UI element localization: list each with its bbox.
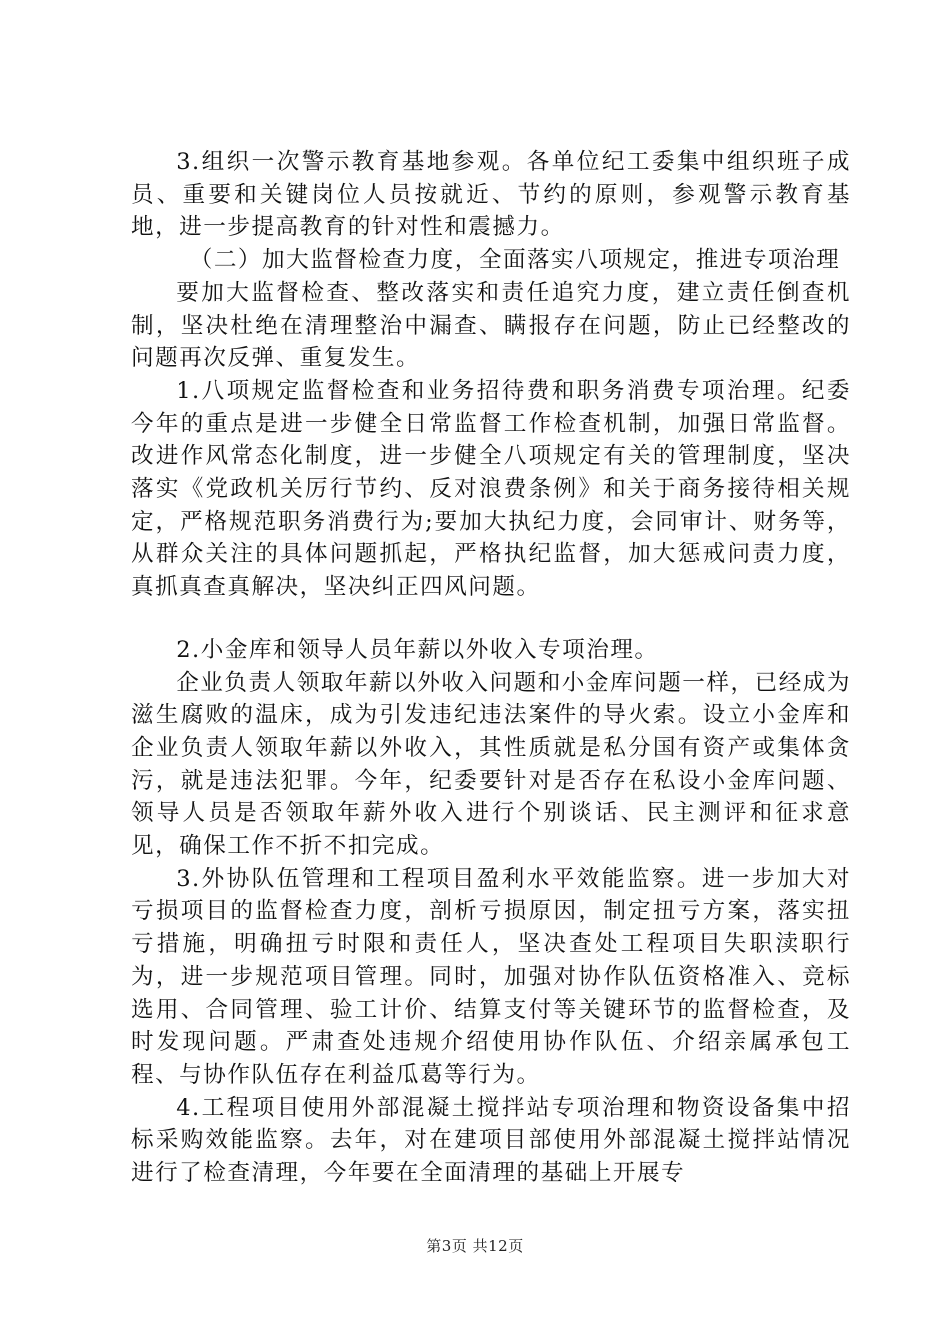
paragraph-contractor-management: 3.外协队伍管理和工程项目盈利水平效能监察。进一步加大对亏损项目的监督检查力度，剖析亏损原因，制定扭亏方案，落实扭亏措施，明确扭亏时限和责任人，坚决查处工程项目失职渎职行为，进一步规范项目管理。同时，加强对协作队伍资格准入、竞标选用、合同管理、验工计价、结算支付等关键环节的监督检查，及时发现问题。严肃查处违规介绍使用协作队伍、介绍亲属承包工程、与协作队伍存在利益瓜葛等行为。	[131, 865, 851, 1088]
paragraph-slush-fund-body: 企业负责人领取年薪以外收入问题和小金库问题一样，已经成为滋生腐败的温床，成为引发违纪违法案件的导火索。设立小金库和企业负责人领取年薪以外收入，其性质就是私分国有资产或集体贪污，就是违法犯罪。今年，纪委要针对是否存在私设小金库问题、领导人员是否领取年薪外收入进行个别谈话、民主测评和征求意见，确保工作不折不扣完成。	[131, 669, 851, 860]
paragraph-slush-fund-title: 2.小金库和领导人员年薪以外收入专项治理。	[176, 636, 659, 663]
page-number-footer: 第3页 共12页	[426, 1237, 524, 1255]
document-body	[131, 146, 851, 1190]
paragraph-gap	[131, 604, 851, 634]
paragraph-visit-warning-base: 3.组织一次警示教育基地参观。各单位纪工委集中组织班子成员、重要和关键岗位人员按就近、节约的原则，参观警示教育基地，进一步提高教育的针对性和震撼力。	[131, 149, 851, 241]
section-heading-supervision: （二）加大监督检查力度，全面落实八项规定，推进专项治理	[189, 247, 841, 274]
paragraph-eight-rules: 1.八项规定监督检查和业务招待费和职务消费专项治理。纪委今年的重点是进一步健全日常监督工作检查机制，加强日常监督。改进作风常态化制度，进一步健全八项规定有关的管理制度，坚决落实《党政机关厉行节约、反对浪费条例》和关于商务接待相关规定，严格规范职务消费行为;要加大执纪力度，会同审计、财务等，从群众关注的具体问题抓起，严格执纪监督，加大惩戒问责力度，真抓真查真解决，坚决纠正四风问题。	[131, 377, 851, 601]
paragraph-concrete-station: 4.工程项目使用外部混凝土搅拌站专项治理和物资设备集中招标采购效能监察。去年，对在建项目部使用外部混凝土搅拌站情况进行了检查清理，今年要在全面清理的基础上开展专	[131, 1094, 851, 1187]
paragraph-accountability: 要加大监督检查、整改落实和责任追究力度，建立责任倒查机制，坚决杜绝在清理整治中漏查、瞒报存在问题，防止已经整改的问题再次反弹、重复发生。	[131, 279, 851, 372]
